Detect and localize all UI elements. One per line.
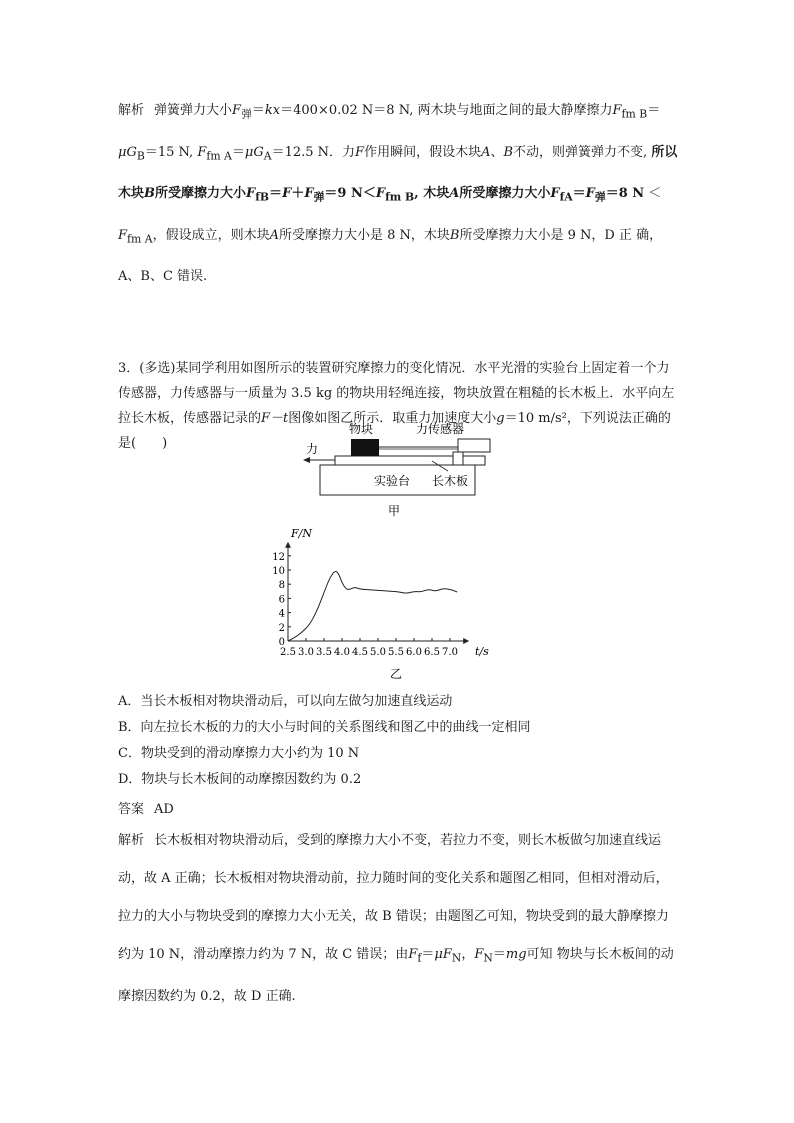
x-tick-label: 4.5 — [352, 647, 368, 658]
y-tick-label: 6 — [278, 594, 285, 606]
figure-caption-jia: 甲 — [388, 504, 401, 518]
force-curve — [288, 572, 457, 641]
x-tick-label: 3.5 — [316, 647, 332, 658]
x-tick-label: 5.5 — [388, 647, 404, 658]
x-axis-arrow — [463, 638, 469, 644]
option-b: B．向左拉长木板的力的大小与时间的关系图线和图乙中的曲线一定相同 — [118, 720, 531, 735]
y-tick-label: 0 — [278, 637, 285, 648]
x-axis-label: t/s — [475, 645, 489, 658]
figure-caption-yi: 乙 — [390, 667, 403, 681]
x-tick-label: 7.0 — [442, 647, 458, 658]
analysis-label: 解析 — [118, 103, 145, 118]
y-tick-label: 2 — [278, 622, 285, 634]
y-axis-label: F/N — [291, 527, 312, 540]
question-number: 3． — [118, 361, 140, 376]
board-label: 长木板 — [432, 474, 469, 488]
block-label: 物块 — [349, 422, 374, 436]
y-tick-label: 10 — [272, 566, 285, 577]
y-axis-arrow — [285, 542, 291, 548]
x-tick-label: 6.0 — [406, 647, 422, 658]
analysis-label-2: 解析 — [118, 833, 145, 848]
x-tick-label: 3.0 — [298, 647, 314, 658]
chart-axes — [285, 542, 469, 644]
answer-line — [118, 800, 174, 820]
answer-value: AD — [154, 802, 174, 817]
option-d: D．物块与长木板间的动摩擦因数约为 0.2 — [118, 772, 362, 787]
apparatus-diagram — [300, 415, 500, 521]
option-a: A．当长木板相对物块滑动后，可以向左做匀加速直线运动 — [118, 694, 453, 709]
x-tick-label: 4.0 — [334, 647, 350, 658]
block — [351, 439, 379, 456]
option-c: C．物块受到的滑动摩擦力大小约为 10 N — [118, 746, 360, 761]
y-tick-label: 12 — [272, 551, 285, 563]
x-tick-label: 5.0 — [370, 647, 386, 658]
y-tick-label: 4 — [278, 608, 285, 620]
table-label: 实验台 — [374, 474, 411, 488]
force-sensor — [458, 439, 490, 452]
analysis-paragraph-2: 解析 长木板相对物块滑动后，受到的摩擦力大小不变，若拉力不变，则长木板做匀加速直线运动，故 A 正确；长木板相对物块滑动前，拉力随时间的变化关系和题图乙相同，但相对滑动后，拉力的大小与物块受到的摩擦力大小无关，故 B 错误；由题图乙可知，物块受到的最大静摩擦力约为 10 N，滑动摩擦力约为 7 N，故 C 错误；由$F_f=\mu F_N$，$F_N=mg$可知 物块与长木板间的动摩擦因数约为 0.2，故 D 正确. — [118, 833, 674, 1004]
analysis-paragraph-1: 解析 弹簧弹力大小$F_弹=kx=400\times 0.02$ N＝8 N, 两木块与地面之间的最大静摩擦力$F_{fm B}=\mu G_B=15$ N, $F_{fm A}=\mu G_A=12.5$ N．力F作用瞬间，假设木块A、B不动，则弹簧弹力不变, 所以木块B所受摩擦力大小$F_{fB}=F+F_弹=9$ $N<F_{fm B}$, 木块A所受摩擦力大小$F_{fA}=F_弹=8$ $N <F_{fm A}$，假设成立，则木块A所受摩擦力大小是 8 N，木块B所受摩擦力大小是 9 N，D 正 确，A、B、C 错误. — [118, 103, 678, 285]
answer-label: 答案 — [118, 802, 145, 817]
sensor-label: 力传感器 — [416, 422, 465, 436]
sensor-mount — [453, 452, 463, 465]
force-time-chart — [268, 524, 508, 682]
x-tick-label: 2.5 — [280, 647, 296, 658]
chart-ticks — [272, 552, 458, 658]
y-tick-label: 8 — [278, 580, 285, 592]
x-tick-label: 6.5 — [424, 647, 440, 658]
question-3: 3．(多选)某同学利用如图所示的装置研究摩擦力的变化情况．水平光滑的实验台上固定着一个力传感器，力传感器与一质量为 3.5 kg 的物块用轻绳连接，物块放置在粗糙的长木板上．水平向左拉长木板，传感器记录的F－t图像如图乙所示．取重力加速度大小g＝10 m/s²，下列说法正确的是( ) — [118, 361, 675, 451]
force-label: 力 — [306, 442, 319, 456]
